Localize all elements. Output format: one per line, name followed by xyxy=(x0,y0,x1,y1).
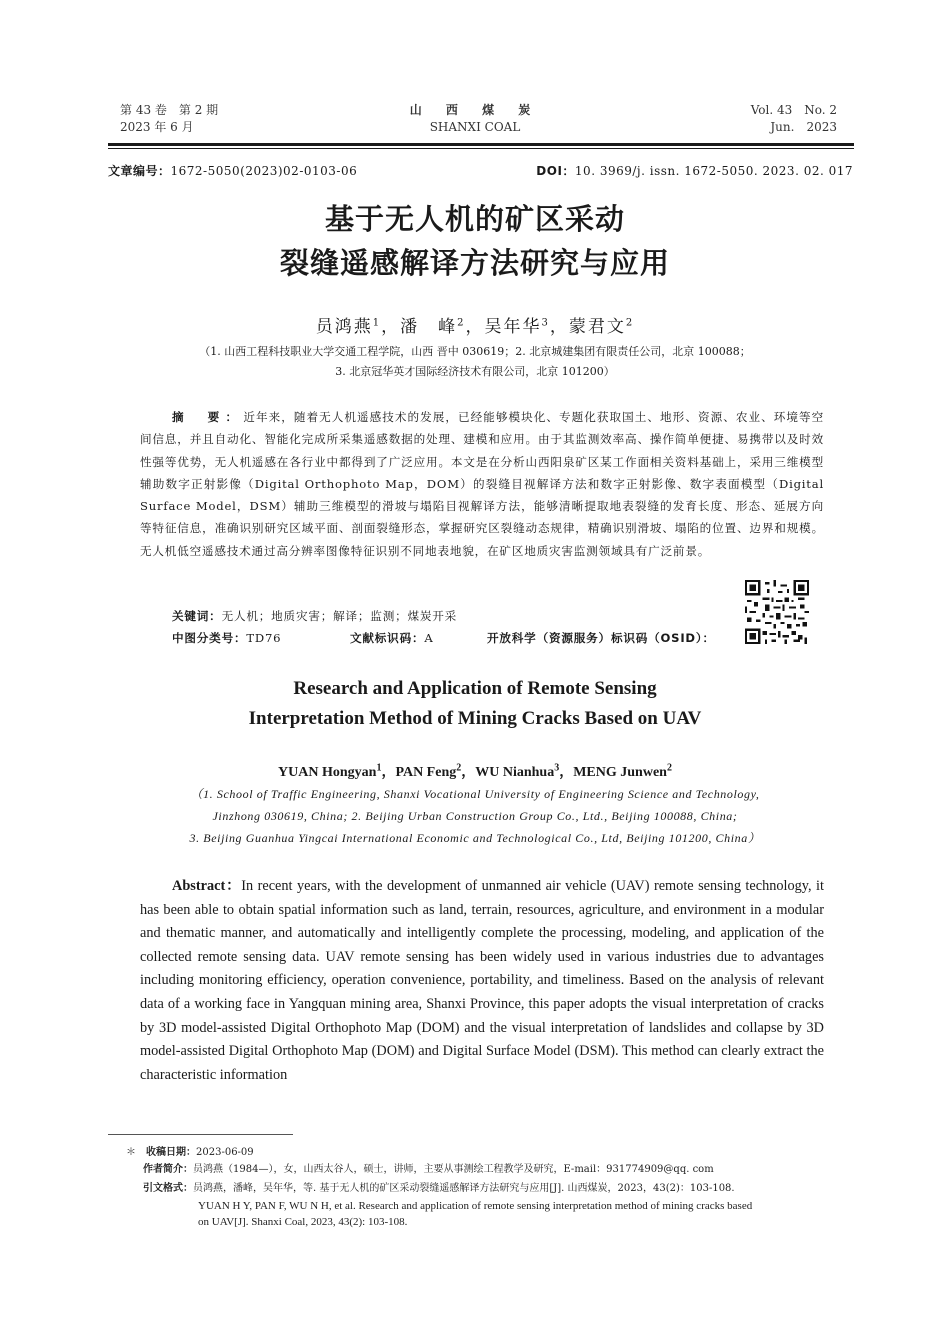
author-bio-value: 员鸿燕（1984—），女，山西太谷人，硕士，讲师，主要从事测绘工程教学及研究，E-mail：931774909@qq. com xyxy=(193,1164,714,1175)
osid-qr-code-icon[interactable] xyxy=(745,580,809,644)
author-cn-1-sup: 1 xyxy=(372,317,382,329)
author-cn-3: 吴年华 xyxy=(484,317,542,337)
affiliation-en-line-2: Jinzhong 030619, China; 2. Beijing Urban Construction Group Co., Ltd., Beijing 100088, China; xyxy=(212,809,738,823)
document-code-label: 文献标识码： xyxy=(350,631,425,645)
article-number xyxy=(108,162,357,179)
abstract-en xyxy=(140,875,824,1087)
volume-issue-cn: 第 43 卷 第 2 期 xyxy=(120,103,219,117)
date-cn: 2023 年 6 月 xyxy=(120,120,194,134)
header-rule-thin xyxy=(108,148,854,149)
doi-label: DOI： xyxy=(536,164,575,178)
date-en: Jun. 2023 xyxy=(770,120,837,134)
author-cn-2: 潘 峰 xyxy=(400,317,458,337)
affiliation-cn-line-2: 3. 北京冠华英才国际经济技术有限公司，北京 101200） xyxy=(335,365,615,378)
abstract-cn-text: 近年来，随着无人机遥感技术的发展，已经能够模块化、专题化获取国土、地形、资源、农业、环境等空间信息，并且自动化、智能化完成所采集遥感数据的处理、建模和应用。由于其监测效率高、操作简单便捷、易携带以及时效性强等优势，无人机遥感在各行业中都得到了广泛应用。本文是在分析山西阳泉矿区某工作面相关资料基础上，采用三维模型辅助数字正射影像（Digital Orthophoto Map，DOM）的裂缝目视解译方法和数字正射影像、数字表面模型（Digital Surface Model，DSM）辅助三维模型的滑坡与塌陷目视解译方法，能够清晰提取地表裂缝的发育长度、形态、延展方向等特征信息，准确识别研究区域平面、剖面裂缝形态，掌握研究区裂缝动态规律，精确识别滑坡、塌陷的位置、边界和规模。无人机低空遥感技术通过高分辨率图像特征识别不同地表地貌，在矿区地质灾害监测领域具有广泛前景。 xyxy=(140,410,824,558)
footnote-rule xyxy=(108,1134,293,1135)
affiliation-en-line-3: 3. Beijing Guanhua Yingcai International Economic and Technological Co., Ltd, Beijing 101200, China） xyxy=(189,831,761,845)
author-en-3: WU Nianhua xyxy=(475,765,555,780)
title-en-line-2: Interpretation Method of Mining Cracks Based on UAV xyxy=(248,708,702,729)
author-en-2: PAN Feng xyxy=(395,765,457,780)
osid-label: 开放科学（资源服务）标识码（OSID）： xyxy=(487,631,715,645)
running-header-right xyxy=(751,102,837,136)
title-cn-line-2: 裂缝遥感解译方法研究与应用 xyxy=(279,246,670,280)
footnote-citation-en-line-2: on UAV[J]. Shanxi Coal, 2023, 43(2): 103-108. xyxy=(198,1216,408,1228)
received-value: 2023-06-09 xyxy=(196,1147,254,1158)
journal-name-cn: 山 西 煤 炭 xyxy=(409,103,541,117)
footnote-author-bio xyxy=(143,1162,714,1178)
abstract-cn-label: 摘 要： xyxy=(172,410,244,424)
document-code-value: A xyxy=(424,631,434,645)
doi xyxy=(536,162,853,179)
footnote-citation-en-line-1: YUAN H Y, PAN F, WU N H, et al. Research and application of remote sensing interpretation method of mining cracks based xyxy=(198,1200,753,1212)
title-cn-line-1: 基于无人机的矿区采动 xyxy=(324,202,625,236)
document-code xyxy=(350,630,434,646)
author-en-1-sup: 1 xyxy=(376,762,382,774)
header-rule-thick xyxy=(108,143,854,146)
citation-cn-value: 员鸿燕，潘峰，吴年华，等. 基于无人机的矿区采动裂缝遥感解译方法研究与应用[J]. 山西煤炭，2023，43(2)：103-108. xyxy=(193,1183,735,1194)
author-en-3-sup: 3 xyxy=(554,762,560,774)
abstract-en-label: Abstract： xyxy=(172,878,242,894)
authors-cn: 员鸿燕$^1$，潘 峰$^2$，吴年华$^3$，蒙君文$^2$ xyxy=(315,317,635,337)
authors-en: YUAN Hongyan$^1$，PAN Feng$^2$，WU Nianhua$^3$，MENG Junwen$^2$ xyxy=(278,762,672,780)
article-number-label: 文章编号： xyxy=(108,164,171,178)
footnote-received xyxy=(126,1145,254,1161)
received-label: 收稿日期： xyxy=(146,1147,196,1158)
author-cn-1: 员鸿燕 xyxy=(315,317,373,337)
classification-value: TD76 xyxy=(246,631,282,645)
doi-value: 10. 3969/j. issn. 1672-5050. 2023. 02. 017 xyxy=(574,164,853,178)
author-cn-3-sup: 3 xyxy=(541,317,550,329)
osid xyxy=(487,630,715,646)
author-cn-2-sup: 2 xyxy=(457,317,466,329)
author-cn-4: 蒙君文 xyxy=(568,317,626,337)
author-en-2-sup: 2 xyxy=(456,762,462,774)
citation-label: 引文格式： xyxy=(143,1183,193,1194)
affiliation-cn-line-1: （1. 山西工程科技职业大学交通工程学院，山西 晋中 030619；2. 北京城建集团有限责任公司，北京 100088； xyxy=(199,345,751,358)
classification-number xyxy=(172,630,281,646)
author-en-4: MENG Junwen xyxy=(573,765,667,780)
classification-label: 中图分类号： xyxy=(172,631,247,645)
abstract-cn xyxy=(140,406,824,562)
keywords-value: 无人机；地质灾害；解译；监测；煤炭开采 xyxy=(221,609,458,623)
footnote-star: ＊ xyxy=(126,1147,136,1158)
article-number-value: 1672-5050(2023)02-0103-06 xyxy=(170,164,358,178)
affiliation-en-line-1: （1. School of Traffic Engineering, Shanxi Vocational University of Engineering Science and Technology, xyxy=(190,787,760,801)
journal-name-en: SHANXI COAL xyxy=(429,120,521,134)
volume-issue-en: Vol. 43 No. 2 xyxy=(750,103,837,117)
footnote-citation-cn xyxy=(143,1181,863,1197)
author-en-1: YUAN Hongyan xyxy=(278,765,377,780)
author-en-4-sup: 2 xyxy=(666,762,672,774)
author-bio-label: 作者简介： xyxy=(143,1164,193,1175)
abstract-en-text: In recent years, with the development of unmanned air vehicle (UAV) remote sensing technology, it has been able to obtain spatial information such as land, terrain, resources, agriculture, and environment in a modular and thematic manner, and automatically and intelligently complete the processing, modeling, and application of the collected remote sensing data. UAV remote sensing has been widely used in various industries due to advantages including monitoring efficiency, operation convenience, portability, and timeliness. Based on the analysis of relevant data of a working face in Yangquan mining area, Shanxi Province, this paper adopts the visual interpretation of cracks by 3D model-assisted Digital Orthophoto Map (DOM) and the visual interpretation of landslides and collapse by 3D model-assisted Digital Orthophoto Map (DOM) and Digital Surface Model (DSM). This method can clearly extract the characteristic information xyxy=(140,878,824,1083)
title-en-line-1: Research and Application of Remote Sensing xyxy=(293,678,657,699)
author-cn-4-sup: 2 xyxy=(625,317,635,329)
keywords-label: 关键词： xyxy=(172,609,222,623)
keywords-cn xyxy=(172,608,457,624)
